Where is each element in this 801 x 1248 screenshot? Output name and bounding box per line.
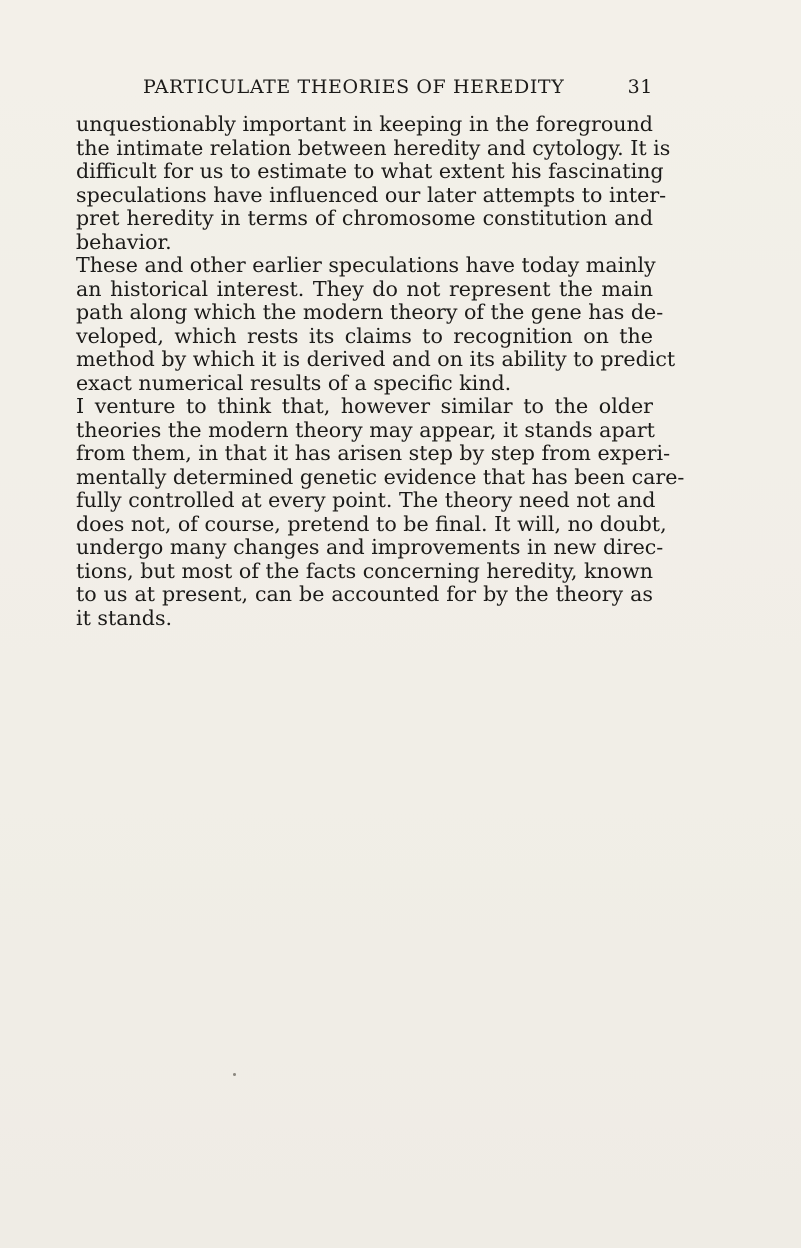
text-line: behavior. bbox=[76, 229, 172, 254]
text-line: undergo many changes and improvements in new direc- bbox=[76, 535, 664, 559]
paper-speck bbox=[233, 1073, 236, 1076]
page-number: 31 bbox=[627, 76, 653, 98]
text-line: I venture to think that, however similar to the older bbox=[76, 394, 653, 418]
text-line: exact numerical results of a specific kind. bbox=[76, 370, 512, 395]
paragraph-1 bbox=[76, 112, 671, 254]
text-line: it stands. bbox=[76, 605, 173, 630]
text-line: an historical interest. They do not represent the main bbox=[76, 276, 653, 301]
text-line: These and other earlier speculations have today mainly bbox=[76, 253, 656, 277]
running-title: PARTICULATE THEORIES OF HEREDITY bbox=[143, 76, 565, 98]
text-line: speculations have influenced our later attempts to inter- bbox=[76, 182, 667, 207]
text-line: from them, in that it has arisen step by step from experi- bbox=[76, 441, 671, 465]
text-line: fully controlled at every point. The theory need not and bbox=[76, 488, 656, 512]
text-line: does not, of course, pretend to be final. It will, no doubt, bbox=[76, 511, 667, 536]
body-text bbox=[76, 112, 685, 630]
paragraph-3 bbox=[76, 394, 685, 630]
text-line: theories the modern theory may appear, it stands apart bbox=[76, 417, 655, 442]
text-line: the intimate relation between heredity and cytology. It is bbox=[76, 135, 671, 160]
text-line: pret heredity in terms of chromosome constitution and bbox=[76, 206, 653, 230]
running-header bbox=[143, 76, 653, 104]
text-line: to us at present, can be accounted for by the theory as bbox=[76, 582, 653, 606]
text-line: method by which it is derived and on its ability to predict bbox=[76, 347, 676, 371]
text-line: unquestionably important in keeping in the foreground bbox=[76, 112, 653, 136]
text-line: path along which the modern theory of the gene has de- bbox=[76, 300, 664, 324]
paragraph-2 bbox=[76, 253, 676, 395]
text-line: mentally determined genetic evidence that has been care- bbox=[76, 464, 685, 489]
text-line: veloped, which rests its claims to recognition on the bbox=[76, 323, 653, 348]
text-line: difficult for us to estimate to what extent his fascinating bbox=[76, 159, 664, 183]
text-line: tions, but most of the facts concerning heredity, known bbox=[76, 558, 653, 583]
